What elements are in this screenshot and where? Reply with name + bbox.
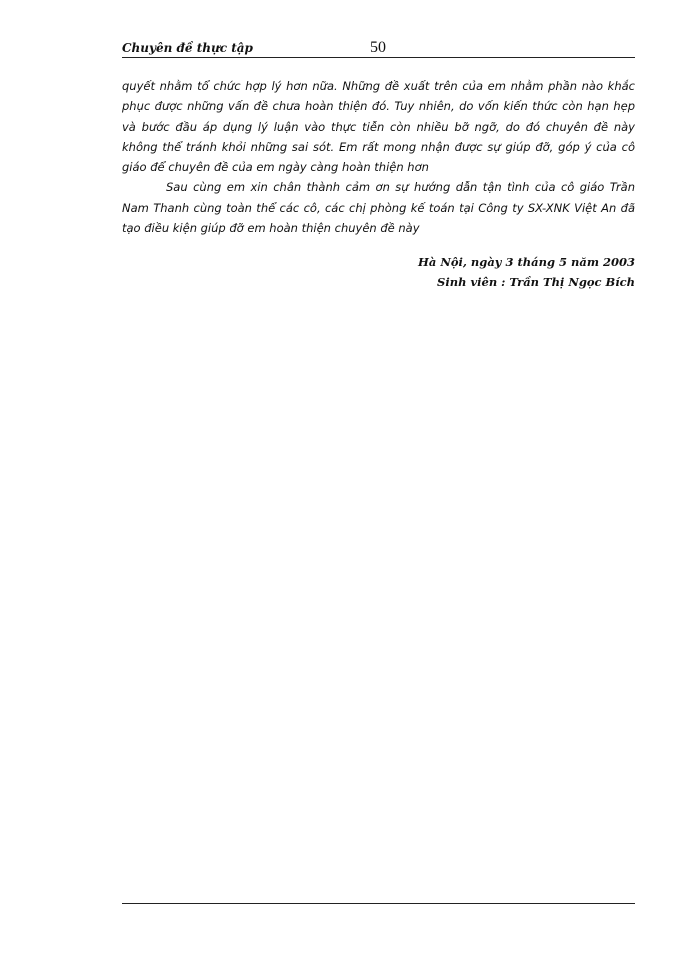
paragraph-acknowledgement: Sau cùng em xin chân thành cảm ơn sự hướng dẫn tận tình của cô giáo Trần Nam Thanh cùng toàn thể các cô, các chị phòng kế toán tại Công ty SX-XNK Việt An đã tạo điều kiện giúp đỡ em hoàn thiện chuyên đề này <box>122 180 635 236</box>
header-title: Chuyên đề thực tập <box>122 41 253 55</box>
page-number: 50 <box>370 39 386 56</box>
body-text <box>122 76 635 238</box>
footer-rule <box>122 903 635 904</box>
page-header <box>122 40 635 58</box>
signature-block <box>418 252 635 292</box>
signature-student: Sinh viên : Trần Thị Ngọc Bích <box>437 275 635 289</box>
signature-date: Hà Nội, ngày 3 tháng 5 năm 2003 <box>418 255 635 269</box>
paragraph-conclusion: quyết nhằm tổ chức hợp lý hơn nữa. Những đề xuất trên của em nhằm phần nào khắc phục được những vấn đề chưa hoàn thiện đó. Tuy nhiên, do vốn kiến thức còn hạn hẹp và bước đầu áp dụng lý luận vào thực tiễn còn nhiều bỡ ngỡ, do đó chuyên đề này không thể tránh khỏi những sai sót. Em rất mong nhận được sự giúp đỡ, góp ý của cô giáo để chuyên đề của em ngày càng hoàn thiện hơn <box>122 79 635 175</box>
